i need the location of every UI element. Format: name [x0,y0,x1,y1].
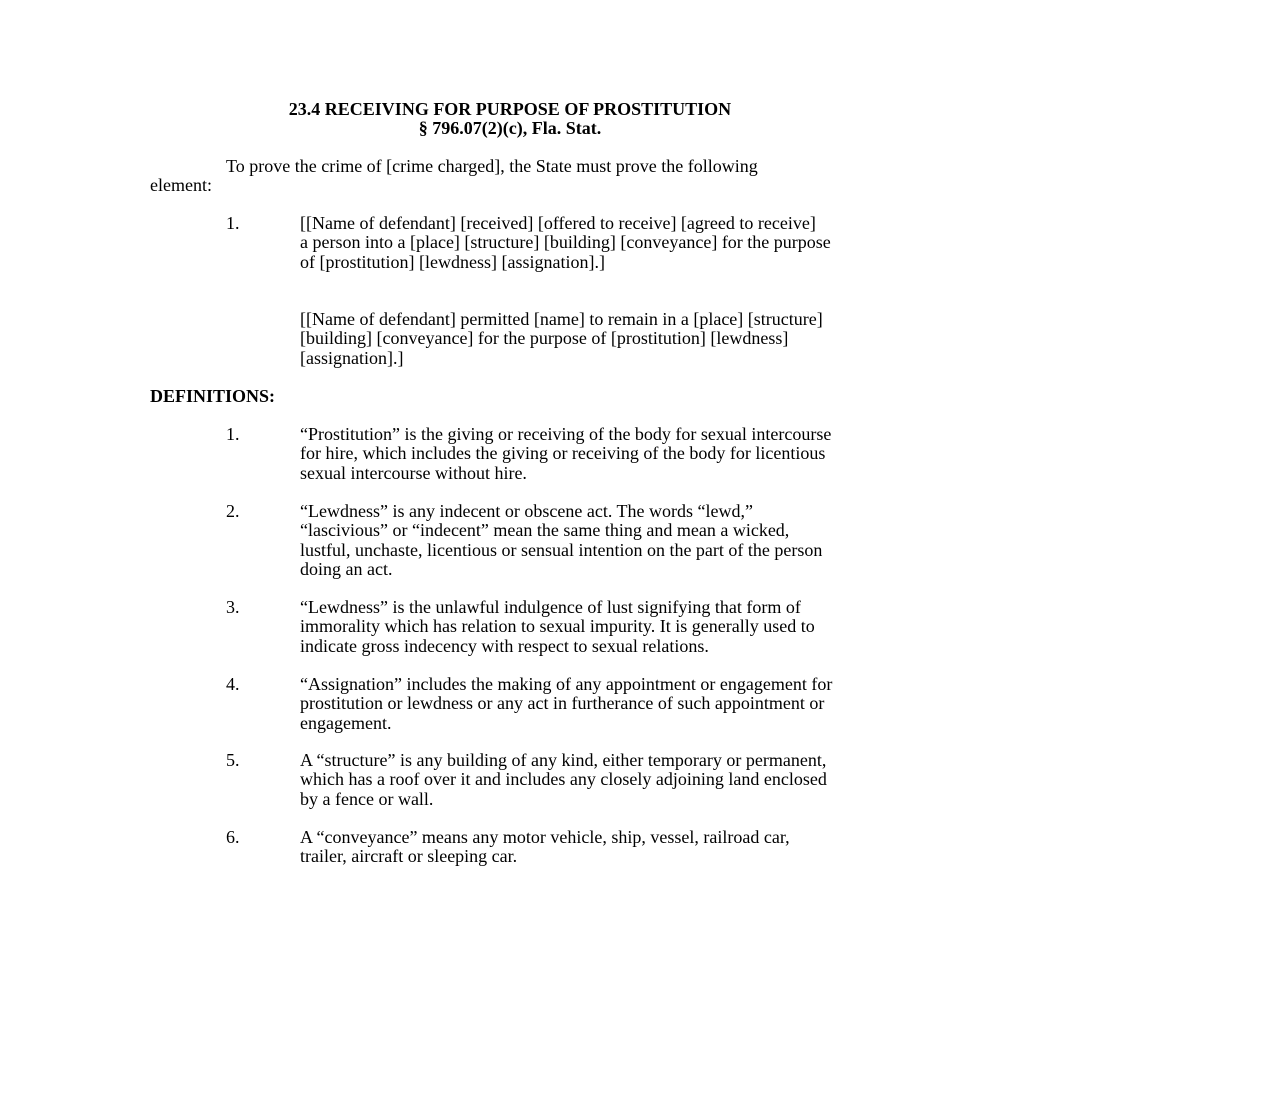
element-item-1 [226,214,1056,272]
definition-item-4 [226,675,1056,733]
definition-line: doing an act. [300,558,393,579]
intro-line-1: To prove the crime of [crime charged], the State must prove the following [226,156,758,176]
definition-line: for hire, which includes the giving or receiving of the body for licentious [300,443,826,464]
definition-line: “Assignation” includes the making of any appointment or engagement for [300,674,833,694]
definitions-heading: DEFINITIONS: [150,386,276,406]
definition-line: lustful, unchaste, licentious or sensual intention on the part of the person [300,539,823,560]
definition-text [300,675,1060,733]
definition-item-5 [226,751,1056,809]
definition-text [300,828,1060,867]
definition-item-2 [226,502,1056,579]
definition-number: 5. [226,750,240,770]
definition-line: A “structure” is any building of any kind, either temporary or permanent, [300,750,827,770]
definition-number: 2. [226,501,240,521]
element-line: a person into a [place] [structure] [building] [conveyance] for the purpose [300,232,831,253]
element-line: of [prostitution] [lewdness] [assignation].] [300,251,605,272]
definition-line: prostitution or lewdness or any act in furtherance of such appointment or [300,693,825,714]
definition-text [300,751,1060,809]
definition-text [300,598,1060,656]
definition-number: 6. [226,827,240,847]
definition-text [300,425,1060,483]
title-line-1: 23.4 RECEIVING FOR PURPOSE OF PROSTITUTION [288,99,732,119]
element-text [300,214,1060,272]
definition-item-3 [226,598,1056,656]
definition-line: A “conveyance” means any motor vehicle, ship, vessel, railroad car, [300,827,790,847]
definition-text [300,502,1060,579]
definition-number: 3. [226,597,240,617]
definition-line: by a fence or wall. [300,788,434,809]
document-title [150,100,870,139]
definition-number: 1. [226,424,240,444]
definition-line: trailer, aircraft or sleeping car. [300,846,518,867]
definition-line: which has a roof over it and includes any closely adjoining land enclosed [300,769,827,790]
definition-item-1 [226,425,1056,483]
element-line: [[Name of defendant] [received] [offered to receive] [agreed to receive] [300,213,816,233]
definition-item-6 [226,828,1056,867]
element-number: 1. [226,213,240,233]
definition-number: 4. [226,674,240,694]
element-alt-line: [assignation].] [300,347,404,368]
definition-line: “lascivious” or “indecent” mean the same thing and mean a wicked, [300,520,790,541]
definition-line: engagement. [300,712,392,733]
intro-paragraph [150,157,1050,196]
definition-line: indicate gross indecency with respect to sexual relations. [300,635,709,656]
element-alt-line: [building] [conveyance] for the purpose of [prostitution] [lewdness] [300,328,789,349]
definition-line: “Lewdness” is any indecent or obscene act. The words “lewd,” [300,501,753,521]
element-alternative [300,310,1060,368]
title-line-2: § 796.07(2)(c), Fla. Stat. [418,118,602,139]
definition-line: “Prostitution” is the giving or receiving of the body for sexual intercourse [300,424,832,444]
intro-line-2: element: [150,175,212,196]
definition-line: immorality which has relation to sexual impurity. It is generally used to [300,616,815,637]
definition-line: “Lewdness” is the unlawful indulgence of lust signifying that form of [300,597,801,617]
element-alt-line: [[Name of defendant] permitted [name] to remain in a [place] [structure] [300,309,823,329]
definition-line: sexual intercourse without hire. [300,462,527,483]
